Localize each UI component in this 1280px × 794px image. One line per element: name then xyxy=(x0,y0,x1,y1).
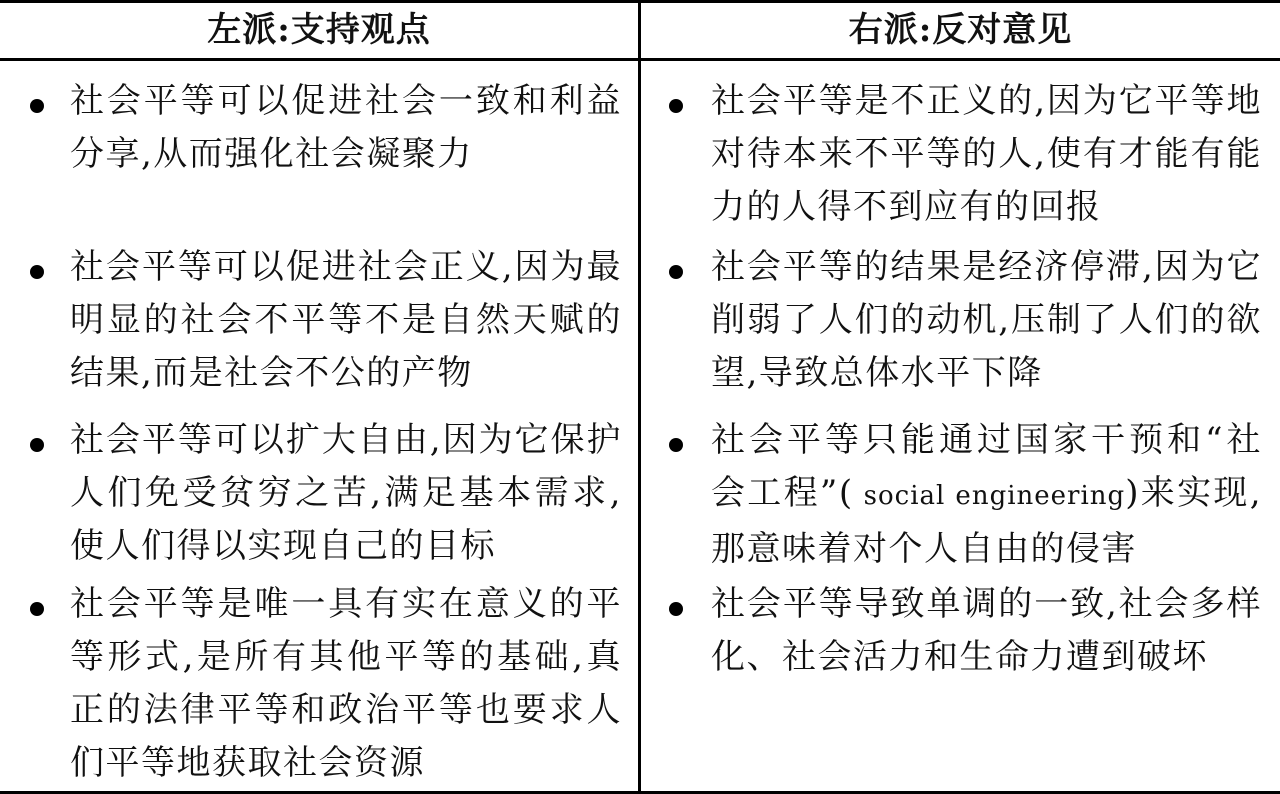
bullet-icon xyxy=(30,99,44,113)
item-text: 社会平等可以扩大自由,因为它保护人们免受贫穷之苦,满足基本需求,使人们得以实现自己的目标 xyxy=(70,420,622,566)
item-text: 社会平等可以促进社会一致和利益分享,从而强化社会凝聚力 xyxy=(70,81,622,174)
bullet-icon xyxy=(669,602,683,616)
bullet-icon xyxy=(669,438,683,452)
bullet-icon xyxy=(669,99,683,113)
header-divider xyxy=(0,58,1280,61)
item-text: 社会平等是不正义的,因为它平等地对待本来不平等的人,使有才能有能力的人得不到应有的回报 xyxy=(711,81,1262,227)
item-text-part: )来实现,那意味着对个人自由的侵害 xyxy=(711,473,1263,569)
item-text-part: 社会平等只能通过国家干预和“社会工程”( xyxy=(711,420,1262,513)
item-text: 社会平等是唯一具有实在意义的平等形式,是所有其他平等的基础,真正的法律平等和政治平等也要求人们平等地获取社会资源 xyxy=(70,584,622,783)
item-text: 社会平等可以促进社会正义,因为最明显的社会不平等不是自然天赋的结果,而是社会不公的产物 xyxy=(70,247,622,393)
item-text-latin: social engineering xyxy=(853,481,1126,511)
bullet-icon xyxy=(30,438,44,452)
item-text xyxy=(711,414,1262,576)
bullet-icon xyxy=(30,602,44,616)
right-column-header: 右派:反对意见 xyxy=(848,10,1073,50)
left-column-header: 左派:支持观点 xyxy=(207,10,431,50)
bullet-icon xyxy=(669,265,683,279)
item-text: 社会平等的结果是经济停滞,因为它削弱了人们的动机,压制了人们的欲望,导致总体水平下降 xyxy=(711,247,1262,393)
column-divider xyxy=(638,3,641,791)
bullet-icon xyxy=(30,265,44,279)
item-text: 社会平等导致单调的一致,社会多样化、社会活力和生命力遭到破坏 xyxy=(711,584,1262,677)
